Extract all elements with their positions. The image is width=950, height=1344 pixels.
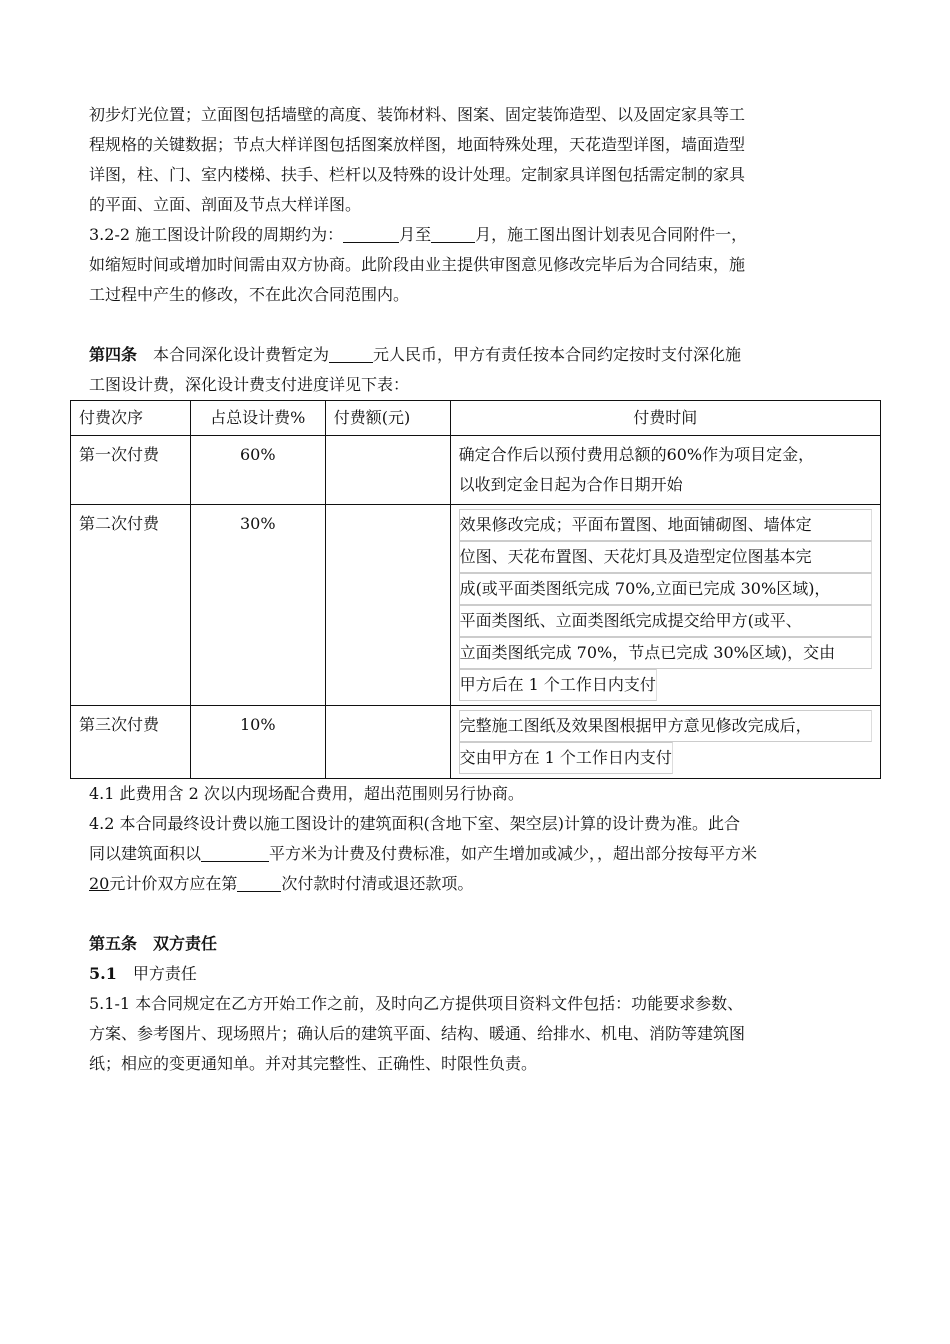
blank-month-start <box>343 224 399 243</box>
row-2-time-line: 成(或平面类图纸完成 70%,立面已完成 30%区域)， <box>459 573 872 605</box>
section-5-1 <box>89 959 879 989</box>
intro-line-1: 初步灯光位置；立面图包括墙壁的高度、装饰材料、图案、固定装饰造型、以及固定家具等工 <box>89 105 746 124</box>
row-2-time-line: 甲方后在 1 个工作日内支付 <box>459 669 657 701</box>
row-2-order: 第二次付费 <box>71 505 191 706</box>
section-5-1-number: 5.1 <box>89 964 117 983</box>
row-1-percent: 60% <box>190 436 325 505</box>
unit-price-value: 20 <box>89 874 110 893</box>
table-row <box>71 505 881 706</box>
row-1-order: 第一次付费 <box>71 436 191 505</box>
clause-3-2-2-text-b: 月至 <box>399 225 432 244</box>
clause-4-2-line-1: 4.2 本合同最终设计费以施工图设计的建筑面积(含地下室、架空层)计算的设计费为准。此合 <box>89 814 741 833</box>
article-4-text-a: 本合同深化设计费暂定为 <box>153 345 330 364</box>
row-3-order: 第三次付费 <box>71 706 191 779</box>
blank-month-end <box>431 224 475 243</box>
clause-3-2-2-line-3: 工过程中产生的修改，不在此次合同范围内。 <box>89 285 410 304</box>
row-2-time-line: 立面类图纸完成 70%，节点已完成 30%区域)，交由 <box>459 637 872 669</box>
header-amount: 付费额(元) <box>325 401 450 436</box>
row-2-time-line: 位图、天花布置图、天花灯具及造型定位图基本完 <box>459 541 872 573</box>
clause-4-2-text-b: 平方米为计费及付费标准，如产生增加或减少，，超出部分按每平方米 <box>269 844 758 863</box>
clause-5-1-1-line-2: 方案、参考图片、现场照片；确认后的建筑平面、结构、暖通、给排水、机电、消防等建筑图 <box>89 1024 746 1043</box>
article-5-title: 第五条 双方责任 <box>89 934 218 953</box>
row-2-amount <box>325 505 450 706</box>
intro-line-4: 的平面、立面、剖面及节点大样详图。 <box>89 195 362 214</box>
row-1-time-line: 以收到定金日起为合作日期开始 <box>458 475 683 494</box>
payment-schedule-table <box>70 400 881 779</box>
clause-4-1: 4.1 此费用含 2 次以内现场配合费用，超出范围则另行协商。 <box>89 784 524 803</box>
row-3-time-line: 完整施工图纸及效果图根据甲方意见修改完成后， <box>459 710 872 742</box>
row-1-amount <box>325 436 450 505</box>
row-2-time <box>450 505 880 706</box>
row-2-percent: 30% <box>190 505 325 706</box>
table-header-row <box>71 401 881 436</box>
table-row <box>71 436 881 505</box>
clause-4-2-text-a: 同以建筑面积以 <box>89 844 202 863</box>
row-3-percent: 10% <box>190 706 325 779</box>
clause-4-2-text-c: 元计价双方应在第 <box>109 874 238 893</box>
clause-3-2-2-text-a: 3.2-2 施工图设计阶段的周期约为： <box>89 225 344 244</box>
clause-4-2-text-d: 次付款时付清或退还款项。 <box>281 874 474 893</box>
row-2-time-line: 效果修改完成；平面布置图、地面铺砌图、墙体定 <box>459 509 872 541</box>
blank-fee-amount <box>329 344 373 363</box>
intro-line-3: 详图，柱、门、室内楼梯、扶手、栏杆以及特殊的设计处理。定制家具详图包括需定制的家具 <box>89 165 746 184</box>
clause-5-1-1-line-3: 纸；相应的变更通知单。并对其完整性、正确性、时限性负责。 <box>89 1054 538 1073</box>
row-3-time <box>450 706 880 779</box>
blank-building-area <box>201 843 269 862</box>
article-4-title: 第四条 <box>89 345 138 364</box>
row-1-time-line: 确定合作后以预付费用总额的60%作为项目定金， <box>458 445 815 464</box>
table-row <box>71 706 881 779</box>
header-percent: 占总设计费% <box>190 401 325 436</box>
intro-line-2: 程规格的关键数据；节点大样详图包括图案放样图，地面特殊处理，天花造型详图，墙面造型 <box>89 135 746 154</box>
clause-4-2-line-3 <box>89 869 879 899</box>
document-page <box>79 100 879 1079</box>
header-order: 付费次序 <box>71 401 191 436</box>
article-4-line-2: 工图设计费，深化设计费支付进度详见下表： <box>89 375 410 394</box>
clause-3-2-2-text-c: 月，施工图出图计划表见合同附件一， <box>475 225 748 244</box>
clause-3-2-2-line-2: 如缩短时间或增加时间需由双方协商。此阶段由业主提供审图意见修改完毕后为合同结束，施 <box>89 255 746 274</box>
clause-5-1-1-line-1: 5.1-1 本合同规定在乙方开始工作之前，及时向乙方提供项目资料文件包括：功能要求参数、 <box>89 994 744 1013</box>
clause-4-2-line-2 <box>89 839 879 869</box>
row-3-amount <box>325 706 450 779</box>
section-5-1-title: 甲方责任 <box>132 964 197 983</box>
article-4-text-b: 元人民币，甲方有责任按本合同约定按时支付深化施 <box>373 345 742 364</box>
header-time: 付费时间 <box>450 401 880 436</box>
blank-payment-number <box>237 873 281 892</box>
article-4-line-1 <box>89 340 879 370</box>
clause-3-2-2-line-1 <box>89 220 879 250</box>
row-3-time-line: 交由甲方在 1 个工作日内支付 <box>459 742 673 774</box>
row-1-time <box>450 436 880 505</box>
row-2-time-line: 平面类图纸、立面类图纸完成提交给甲方(或平、 <box>459 605 872 637</box>
